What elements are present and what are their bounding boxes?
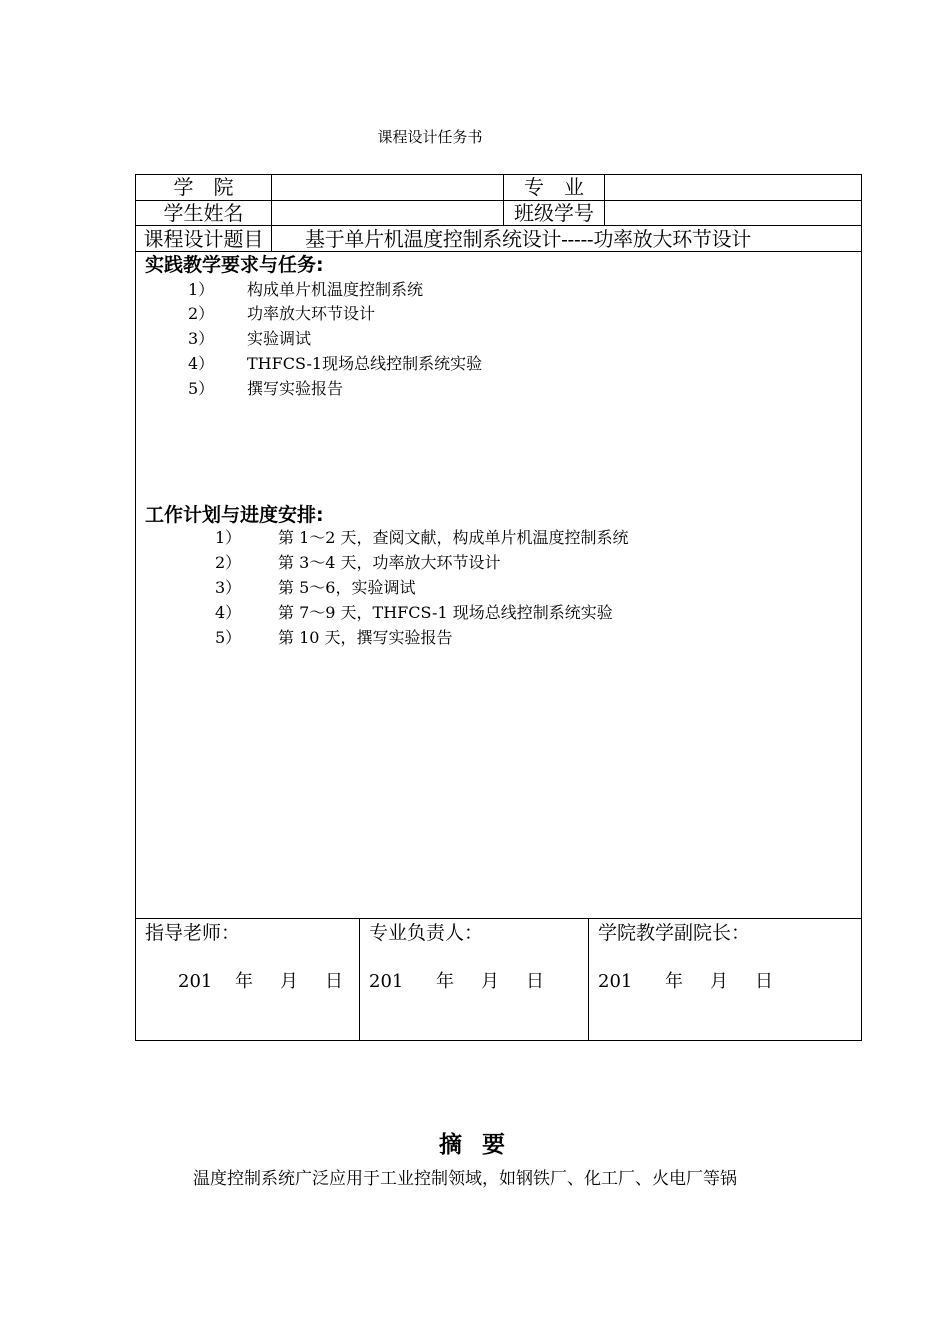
date-month-unit: 月	[710, 971, 728, 992]
list-item-text: 构成单片机温度控制系统	[247, 280, 424, 299]
table-border-bottom	[135, 1040, 862, 1041]
list-item-number: 3）	[188, 329, 215, 348]
tasks-heading: 实践教学要求与任务:	[145, 254, 324, 276]
list-item-text: 第 1～2 天，查阅文献，构成单片机温度控制系统	[278, 528, 629, 547]
list-item-number: 1）	[215, 528, 242, 547]
date-month-unit: 月	[481, 971, 499, 992]
list-item-text: 撰写实验报告	[247, 379, 344, 398]
table-border-right	[861, 174, 862, 1041]
list-item-number: 2）	[215, 553, 242, 572]
date-year: 201	[598, 971, 633, 992]
list-item-text: 第 10 天，撰写实验报告	[278, 628, 453, 647]
abstract-title: 摘 要	[438, 1131, 511, 1158]
list-item-number: 4）	[188, 354, 215, 373]
table-col-divider	[604, 174, 605, 226]
table-border-left	[135, 174, 136, 1041]
date-day-unit: 日	[526, 971, 544, 992]
date-day-unit: 日	[325, 971, 343, 992]
date-year-unit: 年	[436, 971, 454, 992]
list-item-text: 第 7～9 天，THFCS-1 现场总线控制系统实验	[278, 603, 613, 622]
label-student-name: 学生姓名	[163, 201, 244, 225]
table-col-divider	[359, 918, 360, 1041]
list-item-number: 5）	[188, 379, 215, 398]
table-row-divider	[135, 918, 862, 919]
document-title: 课程设计任务书	[377, 128, 483, 146]
list-item-number: 2）	[188, 304, 215, 323]
list-item-number: 3）	[215, 578, 242, 597]
label-design-topic: 课程设计题目	[143, 227, 264, 251]
list-item-number: 5）	[215, 628, 242, 647]
list-item-text: 第 5～6，实验调试	[278, 578, 416, 597]
date-month-unit: 月	[280, 971, 298, 992]
date-year: 201	[178, 971, 213, 992]
list-item-text: 实验调试	[247, 329, 312, 348]
table-col-divider	[271, 174, 272, 252]
value-design-topic: 基于单片机温度控制系统设计-----功率放大环节设计	[305, 227, 751, 251]
table-col-divider	[588, 918, 589, 1041]
date-year: 201	[369, 971, 404, 992]
list-item-number: 1）	[188, 280, 215, 299]
signature-vice-dean-label: 学院教学副院长：	[598, 922, 751, 944]
signature-vice-dean-date	[598, 970, 773, 994]
label-college: 学 院	[173, 175, 234, 199]
list-item-number: 4）	[215, 603, 242, 622]
list-item-text: 功率放大环节设计	[247, 304, 376, 323]
signature-major-head-label: 专业负责人：	[369, 922, 484, 944]
signature-advisor-date	[178, 970, 343, 994]
signature-major-head-date	[369, 970, 544, 994]
table-row-divider	[135, 225, 862, 226]
list-item-text: THFCS-1现场总线控制系统实验	[247, 354, 483, 373]
label-major: 专 业	[524, 175, 584, 199]
table-row-divider	[135, 251, 862, 252]
abstract-text: 温度控制系统广泛应用于工业控制领域，如钢铁厂、化工厂、火电厂等锅	[193, 1169, 737, 1189]
signature-advisor-label: 指导老师：	[145, 922, 241, 944]
schedule-heading: 工作计划与进度安排:	[145, 504, 324, 526]
date-year-unit: 年	[235, 971, 253, 992]
list-item-text: 第 3～4 天，功率放大环节设计	[278, 553, 501, 572]
label-class-id: 班级学号	[514, 201, 594, 225]
date-year-unit: 年	[665, 971, 683, 992]
date-day-unit: 日	[755, 971, 773, 992]
